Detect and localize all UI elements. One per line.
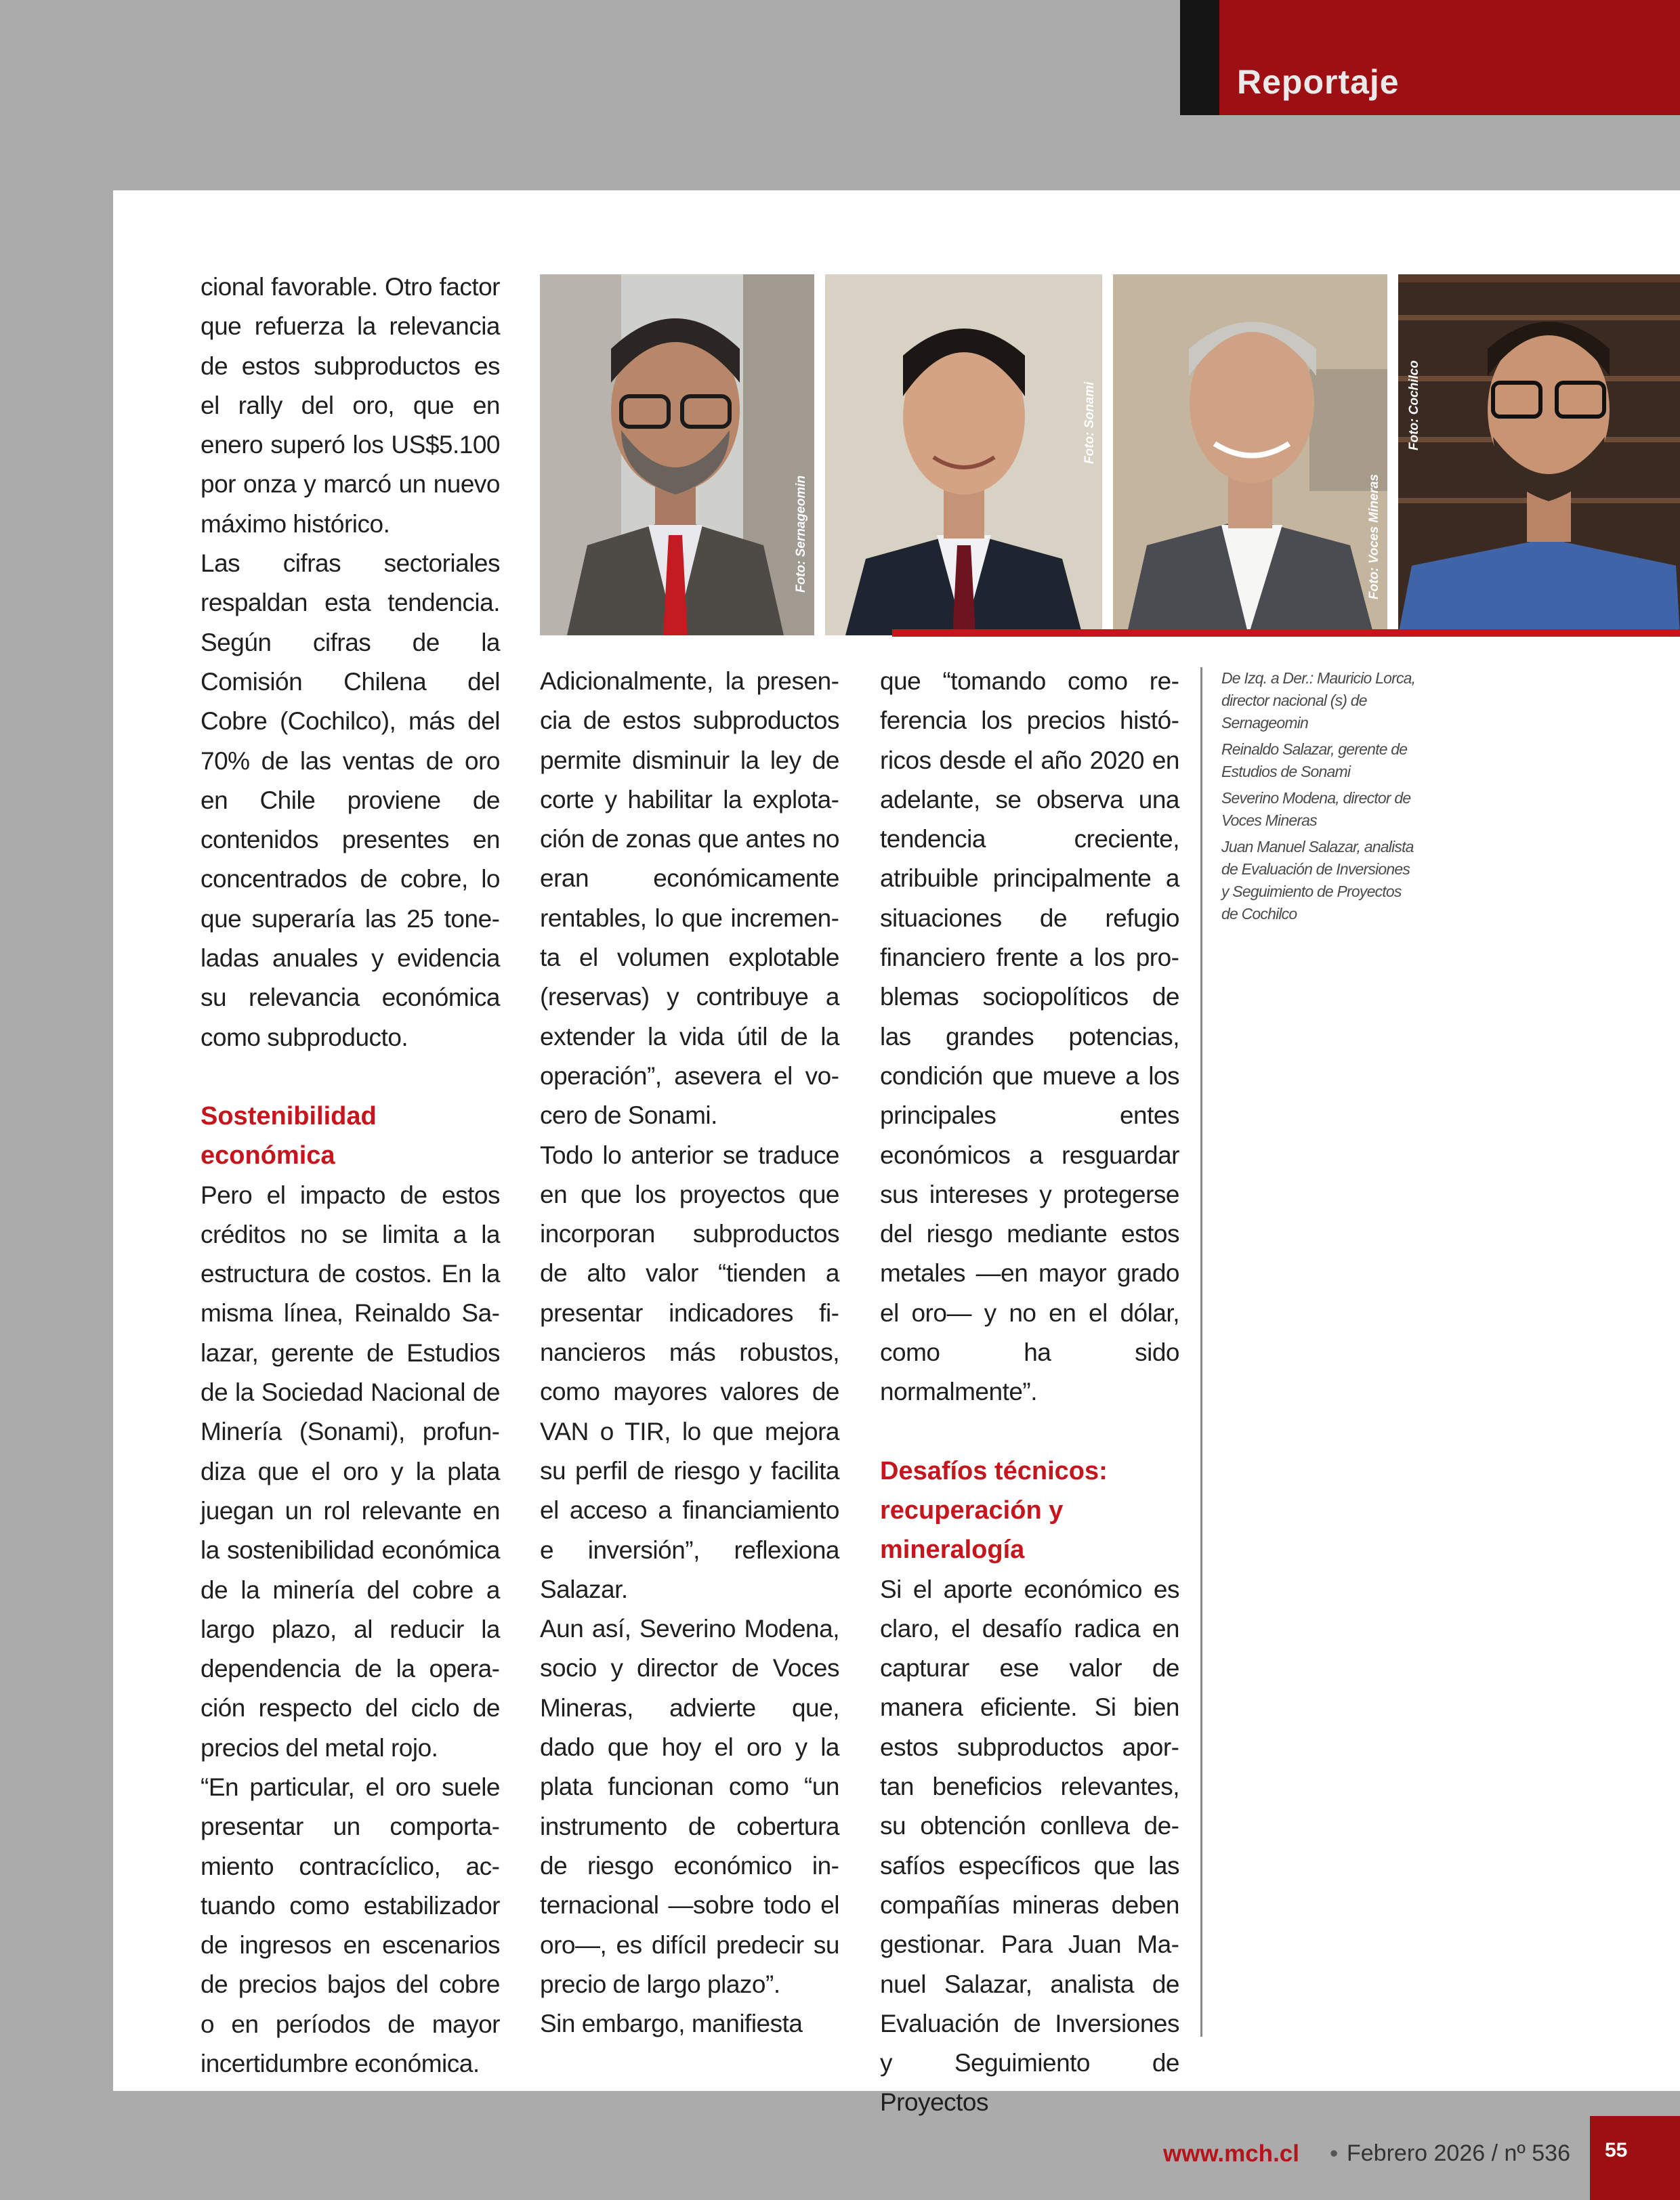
article-column-3 [880, 662, 1179, 2123]
caption-line: De Izq. a Der.: Mauricio Lorca, director nacional (s) de Sernageomin [1221, 669, 1416, 732]
photo-mauricio-lorca [540, 274, 814, 635]
photo-red-rule [892, 629, 1680, 637]
subheading-desafios: Desafíos técnicos: recuperación y mineralogía [880, 1456, 1108, 1565]
paragraph: Si el aporte económico es claro, el desafío radica en capturar ese valor de manera eficiente. Si bien estos subproductos aportan beneficios relevantes, su obtención conlleva desafíos específicos que las compañías mineras deben gestionar. Para Juan Manuel Salazar, analista de Evaluación de Inversiones y Seguimiento de Proyectos [880, 1575, 1179, 2117]
section-label: Reportaje [1237, 63, 1400, 101]
paragraph: Aun así, Severino Modena, socio y director de Voces Mineras, advierte que, dado que hoy el oro y la plata funcionan como “un instrumento de cobertura de riesgo económico internacional —sobre todo el oro—, es difícil predecir su precio de largo plazo”. [540, 1615, 839, 1998]
paragraph: Pero el impacto de estos créditos no se limita a la estructura de costos. En la misma línea, Reinaldo Salazar, gerente de Estudios de la Sociedad Nacional de Minería (Sonami), profundiza que el oro y la plata juegan un rol relevante en la sostenibilidad económica de la minería del cobre a largo plazo, al reducir la dependencia de la operación respecto del ciclo de precios del metal rojo. [201, 1181, 500, 1762]
paragraph: “En particular, el oro suele presentar un comportamiento contracíclico, actuando como estabilizador de ingresos en escenarios de precios bajos del cobre o en períodos de mayor incertidumbre económica. [201, 1773, 500, 2078]
footer-issue: Febrero 2026 / nº 536 [1347, 2140, 1570, 2166]
footer-separator: • [1330, 2140, 1339, 2167]
caption-line: Juan Manuel Salazar, analista de Evaluación de Inversiones y Seguimiento de Proyectos de Cochilco [1221, 838, 1414, 923]
caption-line: Severino Modena, director de Voces Mineras [1221, 789, 1411, 829]
caption-divider [1200, 667, 1202, 2037]
paragraph: Sin embargo, manifiesta [540, 2010, 803, 2038]
photo-severino-modena [1113, 274, 1387, 635]
paragraph: cional favorable. Otro factor que refuerza la relevancia de estos subproductos es el rally del oro, que en enero superó los US$5.100 por onza y marcó un nuevo máximo histórico. [201, 273, 500, 538]
subheading-sostenibilidad: Sostenibilidad económica [201, 1101, 377, 1170]
paragraph: Todo lo anterior se traduce en que los proyectos que incorporan subproductos de alto valor “tienden a presentar indicadores financieros más robustos, como mayores valores de VAN o TIR, lo que mejora su perfil de riesgo y facilita el acceso a financiamiento e inversión”, reflexiona Salazar. [540, 1141, 839, 1603]
header-tab-black [1180, 0, 1219, 115]
caption-line: Reinaldo Salazar, gerente de Estudios de Sonami [1221, 740, 1408, 780]
page-number: 55 [1605, 2139, 1628, 2161]
article-column-2 [540, 662, 839, 2044]
photo-credit-sernageomin: Foto: Sernageomin [794, 475, 808, 593]
photo-caption [1221, 667, 1418, 929]
paragraph: Adicionalmente, la presencia de estos subproductos permite disminuir la ley de corte y habilitar la explotación de zonas que antes no eran económicamente rentables, lo que incrementa el volumen explotable (reservas) y contribuye a extender la vida útil de la operación”, asevera el vocero de Sonami. [540, 667, 839, 1130]
photo-juan-manuel-salazar [1398, 274, 1680, 635]
paragraph: que “tomando como referencia los precios históricos desde el año 2020 en adelante, se observa una tendencia creciente, atribuible principalmente a situaciones de refugio financiero frente a los problemas sociopolíticos de las grandes potencias, condición que mueve a los principales entes económicos a resguardar sus intereses y protegerse del riesgo mediante estos metales —en mayor grado el oro— y no en el dólar, como ha sido normalmente”. [880, 667, 1179, 1406]
page-number-box [1590, 2116, 1680, 2200]
photo-credit-voces-mineras: Foto: Voces Mineras [1367, 473, 1381, 599]
paragraph: Las cifras sectoriales respaldan esta tendencia. Según cifras de la Comisión Chilena del Cobre (Cochilco), más del 70% de las ventas de oro en Chile proviene de contenidos presentes en concentrados de cobre, lo que superaría las 25 toneladas anuales y evidencia su relevancia económica como subproducto. [201, 549, 500, 1051]
photo-credit-sonami: Foto: Sonami [1083, 381, 1097, 464]
article-column-1 [201, 268, 500, 2083]
photo-credit-cochilco: Foto: Cochilco [1407, 360, 1421, 450]
photo-reinaldo-salazar [825, 274, 1102, 635]
footer-site-link[interactable]: www.mch.cl [1163, 2140, 1299, 2167]
